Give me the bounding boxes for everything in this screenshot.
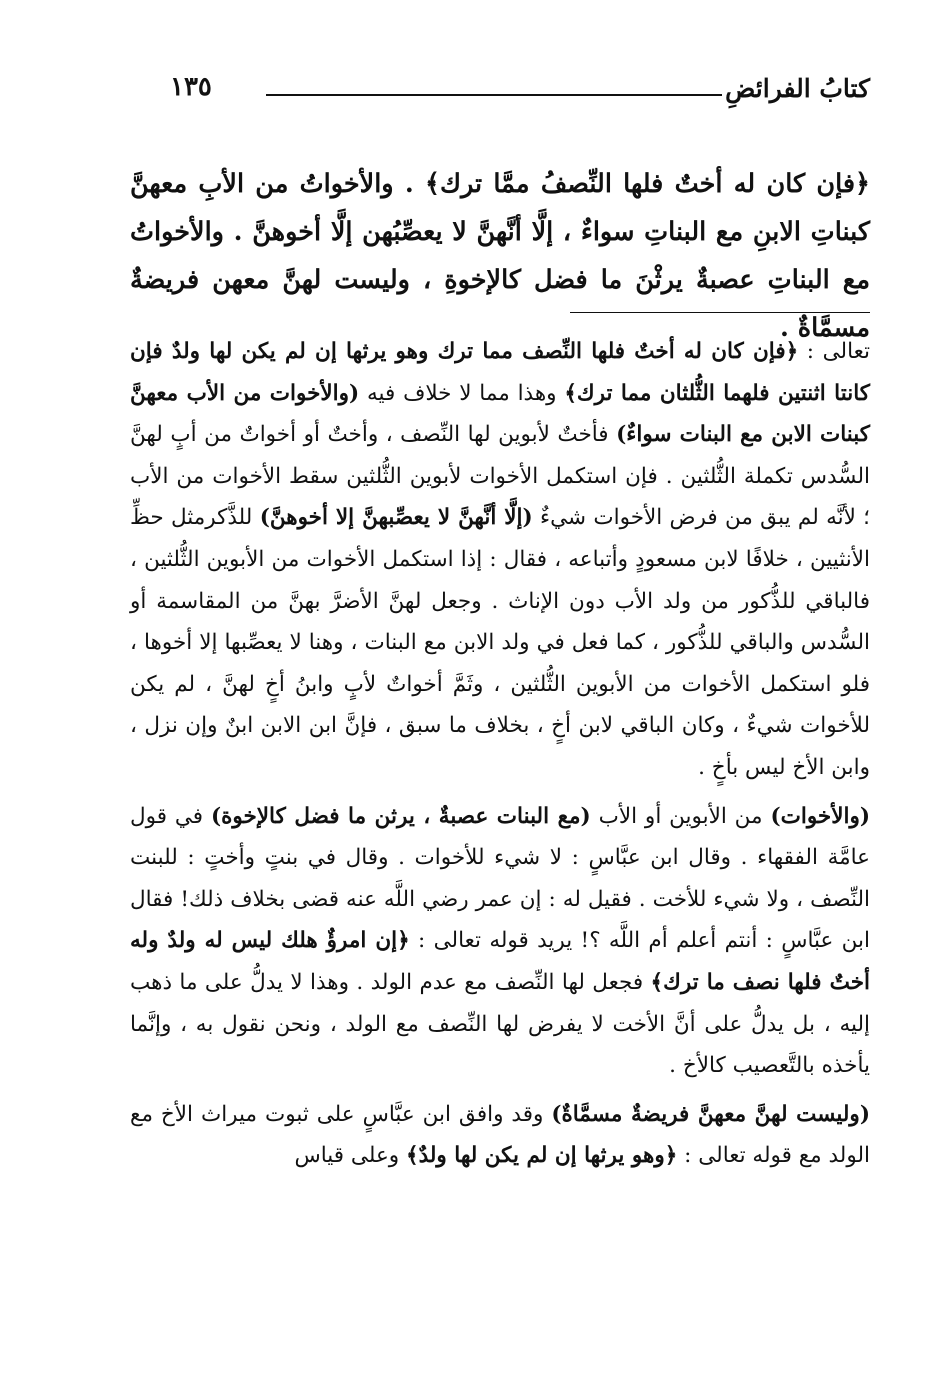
header-rule [266, 94, 722, 96]
commentary-text: في قول عامَّة الفقهاء . وقال ابن عبَّاسٍ : لا شيء للأخوات . وقال في بنتٍ وأختٍ : للبنت النِّصف ، ولا شيء للأخت . فقيل له : إن عمر رضي اللَّه عنه قضى بخلاف ذلك! فقال ابن عبَّاسٍ : أنتم أعلم أم اللَّه ؟! يريد قوله تعالى : [130, 803, 870, 954]
commentary-text: وقد وافق ابن عبَّاسٍ على ثبوت ميراث الأخ مع الولد مع قوله تعالى : [130, 1101, 870, 1169]
commentary-paragraph-3 [130, 1094, 870, 1177]
quoted-verse: ﴿إن امرؤٌ هلك ليس له ولدٌ وله أختٌ فلها نصف ما ترك﴾ [130, 928, 870, 995]
commentary-paragraph-1 [130, 331, 870, 789]
commentary-paragraph-2 [130, 796, 870, 1087]
commentary-text: للذَّكرمثل حظِّ الأنثيين ، خلافًا لابن مسعودٍ وأتباعه ، فقال : إذا استكمل الأخوات من الأبوين الثُّلثين ، فالباقي للذُّكور من ولد الأب دون الإناث . وجعل لهنَّ الأضرَّ بهنَّ من المقاسمة أو السُّدس والباقي للذُّكور ، كما فعل في ولد الابن مع البنات ، وهنا لا يعصِّبها إلا أخوها ، فلو استكمل الأخوات من الأبوين الثُّلثين ، وثَمَّ أخواتٌ لأبٍ وابنُ أخٍ لهنَّ ، لم يكن للأخوات شيءٌ ، وكان الباقي لابن أخٍ ، بخلاف ما سبق ، فإنَّ ابن الابن ابنٌ وإن نزل ، وابن الأخ ليس بأخٍ . [130, 505, 870, 780]
commentary-text: من الأبوين أو الأب [590, 803, 771, 829]
footnote-separator [570, 312, 870, 313]
book-title: كتابُ الفرائضِ [725, 74, 870, 103]
quoted-matn: (مع البنات عصبةٌ ، يرثن ما فضل كالإخوة) [210, 803, 591, 829]
commentary-text: وهذا مما لا خلاف فيه [359, 380, 565, 406]
commentary-text: فجعل لها النِّصف مع عدم الولد . وهذا لا يدلُّ على ما ذهب إليه ، بل يدلُّ على أنَّ الأخت لا يفرض لها النِّصف مع الولد ، ونحن نقول به ، وإنَّما يأخذه بالتَّعصيب كالأخ . [130, 969, 870, 1079]
quoted-matn: (وليست لهنَّ معهنَّ فريضةٌ مسمَّاةٌ) [551, 1101, 870, 1127]
page-number: ١٣٥ [170, 72, 212, 102]
quoted-matn: (إلَّا أنَّهنَّ لا يعصِّبهنَّ إلا أخوهنَّ) [259, 505, 533, 531]
commentary-text: وعلى قياس [294, 1143, 406, 1169]
quoted-matn: (والأخوات) [770, 803, 871, 829]
quoted-matn: (والأخوات من الأب معهنَّ كبنات الابن مع البنات سواءٌ) [130, 380, 870, 448]
commentary-text: فأختٌ لأبوين لها النِّصف ، وأختٌ أو أخواتٌ من أبٍ لهنَّ السُّدس تكملة الثُّلثين . فإن استكمل الأخوات لأبوين الثُّلثين سقط الأخوات من الأب ؛ لأنَّه لم يبق من فرض الأخوات شيءٌ [130, 422, 871, 531]
running-header [170, 72, 870, 112]
commentary [130, 331, 870, 1184]
quoted-verse: ﴿وهو يرثها إن لم يكن لها ولدٌ﴾ [406, 1143, 678, 1169]
commentary-text: تعالى : [798, 339, 870, 364]
quoted-verse: ﴿فإن كان له أختٌ فلها النِّصف مما ترك وهو يرثها إن لم يكن لها ولدٌ فإن كانتا اثنتين فلهما الثُّلثان مما ترك﴾ [130, 339, 870, 406]
main-text: ﴿فإن كان له أختٌ فلها النِّصفُ ممَّا ترك﴾ . والأخواتُ من الأبِ معهنَّ كبناتِ الابنِ مع البناتِ سواءٌ ، إلَّا أنَّهنَّ لا يعصِّبُهن إلَّا أخوهنَّ . والأخواتُ مع البناتِ عصبةٌ يرثْنَ ما فضل كالإخوةِ ، وليست لهنَّ معهن فريضةٌ مسمَّاةٌ . [130, 169, 870, 343]
